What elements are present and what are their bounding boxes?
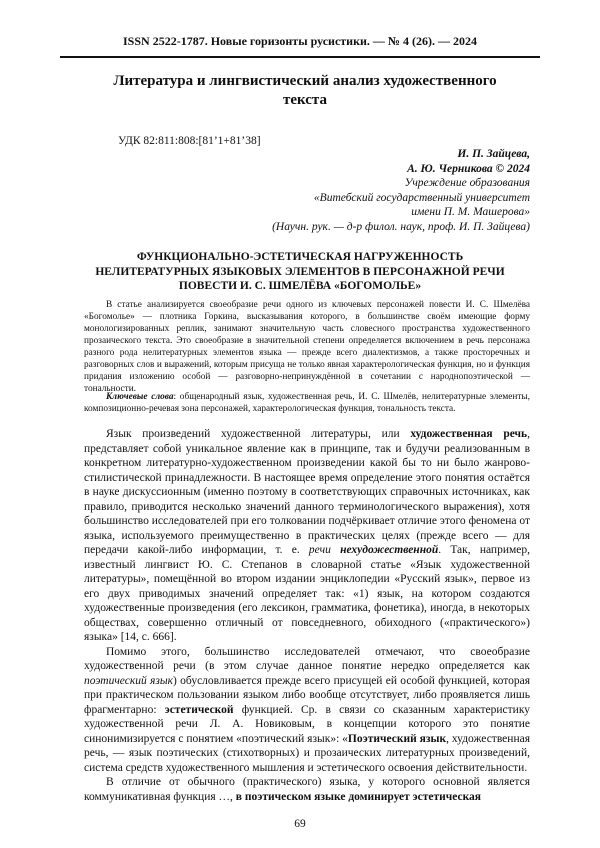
header-rule [60, 56, 540, 58]
term-bold: Поэтический язык [347, 732, 447, 745]
keywords [84, 391, 530, 415]
text-run: Помимо этого, большинство исследователей отмечают, что своеобразие художественной речи (в этом случае данное понятие нередко определяется как [84, 645, 530, 672]
text-run: ) обусловливается прежде всего присущей ей особой функцией, которая при практическом пользовании языком либо вообще отсутствует, либо проявляется лишь фрагментарно: [84, 674, 530, 716]
text-run: Язык произведений художественной литературы, или [106, 428, 411, 440]
text-run: , представляет собой уникальное явление как в принципе, так и будучи реализованным в конкретном литературно-художественном произведении какой бы то ни было жанрово-стилистической принадлежности. В настоящее время определение этого понятия остаётся в науке дискуссионным (именно поэтому в соответствующих справочных источниках, как правило, приводится несколько значений данного терминологического выражения), хотя большинство исследователей при его толковании подчёркивает отличие этого феномена от языка, используемого преимущественно в практических целях (прежде всего — для передачи какой-либо информации, т. е. [84, 428, 530, 556]
body-paragraph-3 [84, 775, 530, 804]
article-title-line-3: ПОВЕСТИ И. С. ШМЕЛЁВА «БОГОМОЛЬЕ» [178, 280, 422, 292]
article-title-line-2: НЕЛИТЕРАТУРНЫХ ЯЗЫКОВЫХ ЭЛЕМЕНТОВ В ПЕРСОНАЖНОЙ РЕЧИ [95, 265, 505, 278]
article-title-line-1: ФУНКЦИОНАЛЬНО-ЭСТЕТИЧЕСКАЯ НАГРУЖЕННОСТЬ [136, 251, 464, 263]
author-name-2: А. Ю. Черникова © 2024 [407, 162, 530, 175]
term-bold: художественная речь [410, 428, 528, 440]
page-number: 69 [294, 818, 306, 830]
text-run: , художественная речь, — язык поэтических (стихотворных) и прозаических литературных произведений, система средств художественного мышления и эстетического освоения действительности. [84, 732, 530, 774]
keywords-label: Ключевые слова [106, 392, 174, 402]
term-italic: речи [308, 544, 341, 556]
author-name-1: И. П. Зайцева, [457, 148, 530, 160]
body-paragraph-2 [84, 645, 530, 776]
article-title [70, 250, 530, 294]
affiliation-line-3: имени П. М. Машерова» [411, 206, 530, 218]
text-run: . Так, например, известный лингвист Ю. С. Степанов в словарной статье «Язык художественной литературы», помещённой во втором издании энциклопедии «Русский язык», первое из его двух приводимых значений определяет так: «1) язык, на котором создаются художественные произведения (его лексикон, грамматика, фонетика), иногда, в некоторых обществах, совершенно отличный от повседневного, обиходного («практического») языка» [14, с. 666]. [84, 544, 530, 643]
journal-header: ISSN 2522-1787. Новые горизонты русистики. — № 4 (26). — 2024 [123, 34, 477, 48]
keywords-text: : общенародный язык, художественная речь, И. С. Шмелёв, нелитературные элементы, композиционно-речевая зона персонажей, характерологическая функция, тональность текста. [84, 392, 530, 414]
text-run: В отличие от обычного (практического) языка, у которого основной является коммуникативная функция …, [84, 776, 530, 803]
text-run: функцией. Ср. в связи со сказанным характеристику художественной речи Л. А. Новиковым, в концепции которого это понятие синонимизируется с понятием «поэтический язык»: « [84, 703, 530, 745]
abstract: В статье анализируется своеобразие речи одного из ключевых персонажей повести И. С. Шмелёва «Богомолье» — плотника Горкина, высказывания которого, в большинстве своём имеющие форму монологизированных реплик, занимают значительную часть словесного пространства художественного прозаического текста. Это своеобразие в значительной степени определяется включением в речь персонажа разного рода нелитературных элементов языка — прежде всего диалектизмов, а также просторечных и разговорных слов и выражений, которым присуща не только явная характерологическая функция, но и функция придания изложению особой — разговорно-непринуждённой в сочетании с народнопоэтической — тональности. [84, 300, 530, 394]
body-text [84, 427, 530, 804]
body-paragraph-1 [84, 427, 530, 645]
term-bold: в поэтическом языке доминирует эстетическая [235, 790, 482, 803]
udc-code: УДК 82:811:808:[81’1+81’38] [118, 135, 261, 147]
term-italic: поэтический язык [84, 674, 174, 687]
author-block [210, 147, 530, 234]
term-bold: эстетической [164, 703, 234, 716]
section-title: Литература и лингвистический анализ художественного текста [113, 73, 497, 108]
term-bold-italic: нехудожественной [340, 544, 439, 556]
affiliation-line-1: Учреждение образования [404, 177, 530, 189]
affiliation-line-2: «Витебский государственный университет [313, 191, 530, 204]
supervisor-line: (Научн. рук. — д-р филол. наук, проф. И. П. Зайцева) [272, 220, 530, 233]
